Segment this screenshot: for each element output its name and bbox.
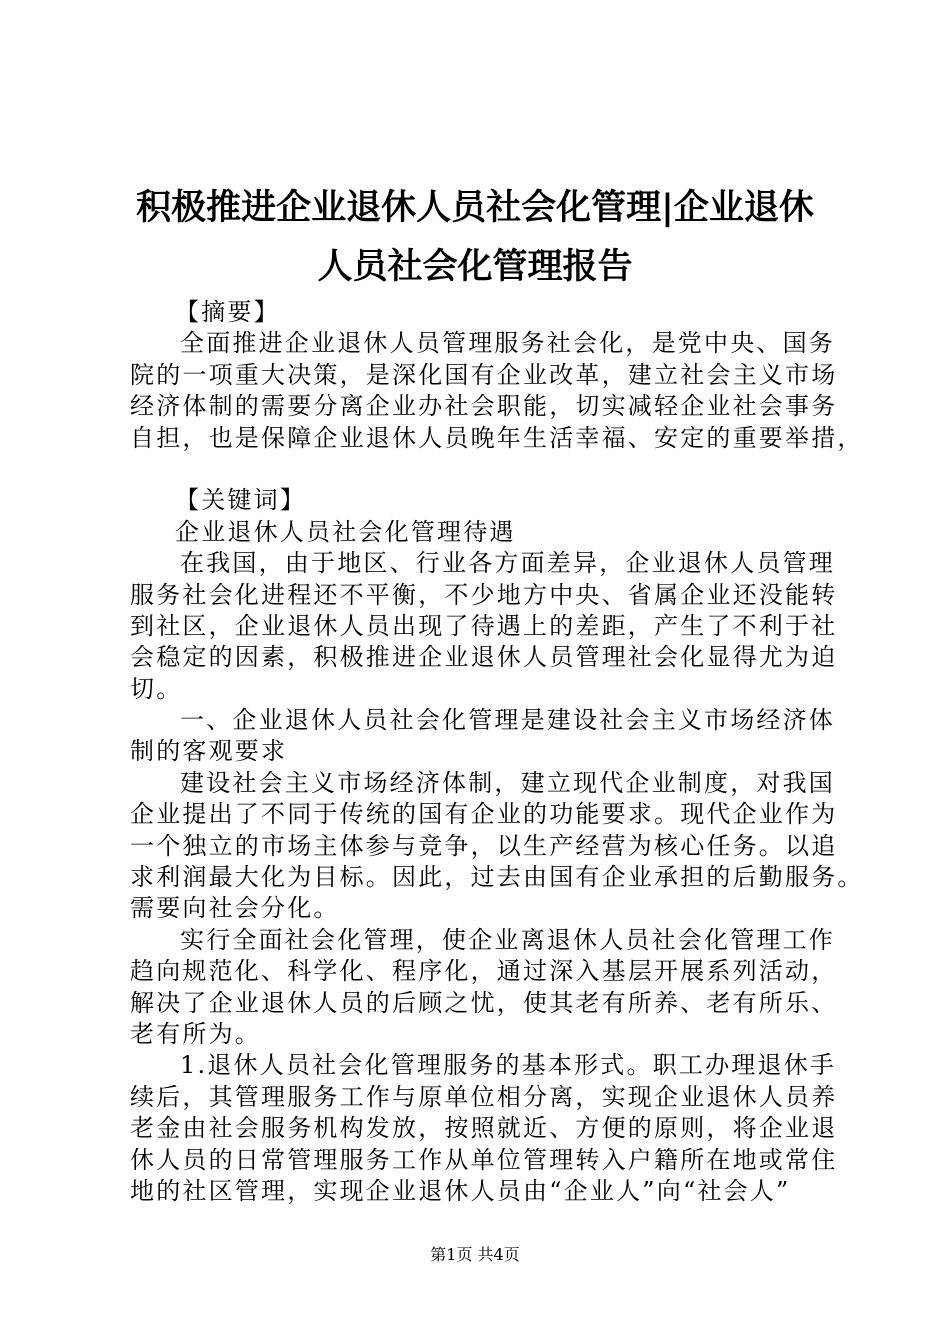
- paragraph-line: 趋向规范化、科学化、程序化，通过深入基层开展系列活动，: [130, 957, 838, 986]
- document-title-line-2: 人员社会化管理报告: [317, 246, 633, 287]
- abstract-heading: 【摘要】: [175, 298, 280, 326]
- paragraph-line: 解决了企业退休人员的后顾之忧，使其老有所养、老有所乐、: [130, 988, 838, 1017]
- paragraph-line: 企业提出了不同于传统的国有企业的功能要求。现代企业作为: [130, 800, 838, 829]
- paragraph-line: 需要向社会分化。: [130, 894, 340, 923]
- page-number-footer: 第1页 共4页: [430, 1245, 520, 1264]
- paragraph-line: 到社区，企业退休人员出现了待遇上的差距，产生了不利于社: [130, 611, 838, 640]
- paragraph-line: 休人员的日常管理服务工作从单位管理转入户籍所在地或常住: [130, 1145, 838, 1174]
- paragraph-line: 服务社会化进程还不平衡，不少地方中央、省属企业还没能转: [130, 580, 838, 609]
- paragraph-line: 老有所为。: [130, 1019, 261, 1048]
- paragraph-line: 切。: [130, 674, 183, 703]
- abstract-line: 经济体制的需要分离企业办社会职能，切实减轻企业社会事务: [130, 392, 838, 421]
- paragraph-line: 在我国，由于地区、行业各方面差异，企业退休人员管理: [180, 549, 835, 578]
- keywords-text: 企业退休人员社会化管理待遇: [175, 517, 516, 546]
- section-heading-line: 一、企业退休人员社会化管理是建设社会主义市场经济体: [180, 706, 835, 735]
- section-heading-line: 制的客观要求: [130, 737, 288, 766]
- abstract-line: 全面推进企业退休人员管理服务社会化，是党中央、国务: [180, 329, 835, 358]
- paragraph-line: 1.退休人员社会化管理服务的基本形式。职工办理退休手: [180, 1051, 837, 1080]
- abstract-line: 院的一项重大决策，是深化国有企业改革，建立社会主义市场: [130, 360, 838, 389]
- paragraph-line: 实行全面社会化管理，使企业离退休人员社会化管理工作: [180, 925, 835, 954]
- blank-line: [130, 454, 835, 485]
- paragraph-line: 老金由社会服务机构发放，按照就近、方便的原则，将企业退: [130, 1114, 838, 1143]
- paragraph-line: 一个独立的市场主体参与竞争，以生产经营为核心任务。以追: [130, 831, 838, 860]
- keywords-heading: 【关键词】: [175, 486, 306, 515]
- document-body: [130, 297, 864, 1207]
- document-title-line-1: 积极推进企业退休人员社会化管理|企业退休: [136, 187, 814, 228]
- paragraph-line: 求利润最大化为目标。因此，过去由国有企业承担的后勤服务。: [130, 863, 864, 892]
- abstract-line: 自担，也是保障企业退休人员晚年生活幸福、安定的重要举措，: [130, 423, 864, 452]
- paragraph-line: 地的社区管理，实现企业退休人员由“企业人”向“社会人”: [130, 1176, 791, 1205]
- paragraph-line: 续后，其管理服务工作与原单位相分离，实现企业退休人员养: [130, 1082, 838, 1111]
- paragraph-line: 建设社会主义市场经济体制，建立现代企业制度，对我国: [180, 768, 835, 797]
- paragraph-line: 会稳定的因素，积极推进企业退休人员管理社会化显得尤为迫: [130, 643, 838, 672]
